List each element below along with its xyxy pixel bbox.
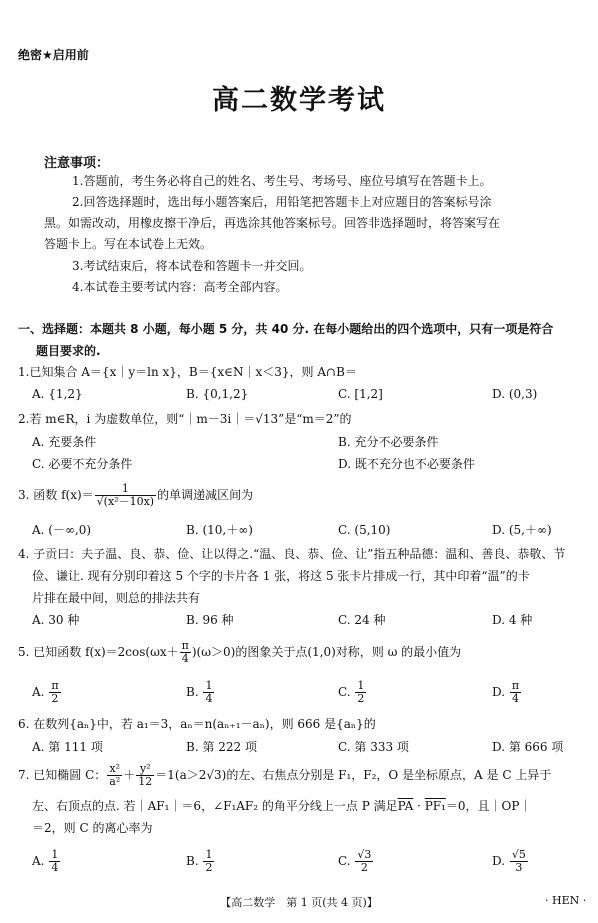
q3-denominator: √(x²－10x) <box>96 495 155 508</box>
q6-option-a: A. 第 111 项 <box>32 740 103 754</box>
q7-plus: ＋ <box>123 768 136 782</box>
q5-c-num: 1 <box>357 679 365 692</box>
q2-option-c: C. 必要不充分条件 <box>32 457 133 471</box>
q5-frac-num: π <box>181 639 189 652</box>
notice-line: 3.考试结束后，将本试卷和答题卡一并交回。 <box>72 259 312 273</box>
q7-option-d-letter: D. <box>492 854 506 868</box>
question-6-stem: 6. 在数列{aₙ}中，若 a₁＝3，aₙ＝n(aₙ₊₁－aₙ)，则 666 是{aₙ}的 <box>18 717 376 731</box>
q7-fy-den: 12 <box>138 775 153 788</box>
q1-option-d: D. (0,3) <box>492 387 538 401</box>
question-2-stem: 2.若 m∈R，i 为虚数单位，则“｜m－3i｜＝√13”是“m＝2”的 <box>18 412 352 426</box>
q5-option-d-fraction <box>510 680 521 705</box>
q4-option-d: D. 4 种 <box>492 613 533 627</box>
q5-stem-suffix: )(ω＞0)的图象关于点(1,0)对称，则 ω 的最小值为 <box>191 645 462 659</box>
notice-line: 1.答题前，考生务必将自己的姓名、考生号、考场号、座位号填写在答题卡上。 <box>72 174 492 188</box>
q7-d-den: 3 <box>515 861 523 874</box>
q1-option-b: B. {0,1,2} <box>186 387 249 401</box>
q4-option-a: A. 30 种 <box>32 613 80 627</box>
section-heading-cont: 题目要求的. <box>36 344 101 358</box>
question-1-stem: 1.已知集合 A＝{x｜y＝ln x}，B＝{x∈N｜x＜3}，则 A∩B＝ <box>18 365 357 379</box>
confidential-label: 绝密★启用前 <box>18 48 89 62</box>
q7-option-a-letter: A. <box>32 854 45 868</box>
q3-option-d: D. (5,＋∞) <box>492 523 552 537</box>
q5-option-b <box>186 678 215 706</box>
q5-option-d <box>492 678 522 706</box>
q7-option-a <box>32 846 61 876</box>
q7-a-num: 1 <box>51 848 59 861</box>
q2-option-d: D. 既不充分也不必要条件 <box>338 457 475 471</box>
q7-c-num: √3 <box>357 848 372 861</box>
q3-stem-prefix: 3. 函数 f(x)＝ <box>18 488 94 502</box>
q5-option-c <box>338 678 367 706</box>
q7-fy-num: y² <box>136 763 154 776</box>
q2-option-a: A. 充要条件 <box>32 435 97 449</box>
q7-option-b-fraction <box>203 849 214 874</box>
notice-line: 黑。如需改动，用橡皮擦干净后，再选涂其他答案标号。回答非选择题时，将答案写在 <box>44 216 501 230</box>
q3-numerator: 1 <box>95 483 156 496</box>
notice-line: 2.回答选择题时，选出每小题答案后，用铅笔把答题卡上对应题目的答案标号涂 <box>72 195 492 209</box>
question-7-line1 <box>18 760 551 790</box>
question-7-line3: ＝2，则 C 的离心率为 <box>32 821 153 835</box>
q6-option-b: B. 第 222 项 <box>186 740 257 754</box>
question-3-stem <box>18 480 253 510</box>
q7-option-c-fraction <box>355 849 373 874</box>
q3-option-c: C. (5,10) <box>338 523 391 537</box>
q5-b-den: 4 <box>205 692 213 705</box>
q3-option-a: A. (－∞,0) <box>32 523 92 537</box>
q7-option-c-letter: C. <box>338 854 351 868</box>
q7-b-num: 1 <box>205 848 213 861</box>
notice-line: 答题卡上。写在本试卷上无效。 <box>44 237 213 251</box>
q5-option-a-fraction <box>49 680 60 705</box>
q7-option-c <box>338 846 374 876</box>
q5-fraction <box>180 640 191 665</box>
q7-d-num: √5 <box>511 848 526 861</box>
q1-option-a: A. {1,2} <box>32 387 83 401</box>
q7-b-den: 2 <box>205 861 213 874</box>
q5-b-num: 1 <box>205 679 213 692</box>
q5-d-num: π <box>511 679 520 692</box>
q7-stem-prefix: 7. 已知椭圆 C： <box>18 768 107 782</box>
q4-option-c: C. 24 种 <box>338 613 386 627</box>
q5-option-d-letter: D. <box>492 685 506 699</box>
q5-stem-prefix: 5. 已知函数 f(x)＝2cos(ωx＋ <box>18 645 179 659</box>
question-4-line3: 片排在最中间，则总的排法共有 <box>32 591 201 605</box>
q7-fraction-y <box>136 763 154 788</box>
q3-stem-suffix: 的单调递减区间为 <box>157 488 254 502</box>
question-5-stem <box>18 638 461 666</box>
q7-line2-tail: ＝0，且｜OP｜ <box>445 799 532 813</box>
section-heading: 一、选择题：本题共 8 小题，每小题 5 分，共 40 分. 在每小题给出的四个选项中，只有一项是符合 <box>18 322 554 336</box>
q5-option-a-letter: A. <box>32 685 45 699</box>
q7-dot: · <box>413 799 425 813</box>
q2-option-b: B. 充分不必要条件 <box>338 435 439 449</box>
q7-fx-num: x² <box>107 763 122 776</box>
q7-c-den: 2 <box>360 861 368 874</box>
q5-option-c-letter: C. <box>338 685 351 699</box>
q7-option-d <box>492 846 529 876</box>
q5-c-den: 2 <box>357 692 365 705</box>
q1-option-c: C. [1,2] <box>338 387 383 401</box>
q7-option-d-fraction <box>510 849 528 874</box>
q7-vector-pf1: PF₁ <box>424 799 446 813</box>
q5-frac-den: 4 <box>181 652 189 665</box>
q5-option-a <box>32 678 62 706</box>
q5-option-c-fraction <box>355 680 366 705</box>
question-7-line2 <box>32 798 531 814</box>
q7-option-b-letter: B. <box>186 854 199 868</box>
q5-a-num: π <box>51 679 59 692</box>
q7-fx-den: a² <box>109 775 121 788</box>
q5-option-b-fraction <box>203 680 214 705</box>
q7-stem-suffix: ＝1(a＞2√3)的左、右焦点分别是 F₁，F₂，O 是坐标原点，A 是 C 上异于 <box>155 768 552 782</box>
q6-option-d: D. 第 666 项 <box>492 740 564 754</box>
notice-heading: 注意事项： <box>44 156 110 171</box>
page-title: 高二数学考试 <box>212 85 386 116</box>
q7-option-b <box>186 846 215 876</box>
page-footer: 【高二数学 第 1 页(共 4 页)】 <box>220 896 378 909</box>
question-4-line2: 俭、谦让. 现有分别印着这 5 个字的卡片各 1 张，将这 5 张卡片排成一行，其中印着“温”的卡 <box>32 569 530 583</box>
q5-option-b-letter: B. <box>186 685 199 699</box>
question-4-line1: 4. 子贡曰：夫子温、良、恭、俭、让以得之.“温、良、恭、俭、让”指五种品德：温和、善良、恭敬、节 <box>18 547 566 561</box>
q6-option-c: C. 第 333 项 <box>338 740 409 754</box>
q5-a-den: 2 <box>51 692 59 705</box>
q7-vector-pa: $\overline{PA}$ <box>397 799 414 813</box>
footer-code: · HEN · <box>545 894 587 907</box>
q7-a-den: 4 <box>51 861 59 874</box>
q5-d-den: 4 <box>511 692 519 705</box>
q3-fraction <box>95 483 156 508</box>
q7-fraction-x <box>107 763 122 788</box>
q7-line2-text: 左、右顶点的点. 若｜AF₁｜＝6，∠F₁AF₂ 的角平分线上一点 P 满足 <box>32 799 398 813</box>
notice-line: 4.本试卷主要考试内容：高考全部内容。 <box>72 280 288 294</box>
q7-option-a-fraction <box>49 849 60 874</box>
q3-option-b: B. (10,＋∞) <box>186 523 253 537</box>
q4-option-b: B. 96 种 <box>186 613 234 627</box>
